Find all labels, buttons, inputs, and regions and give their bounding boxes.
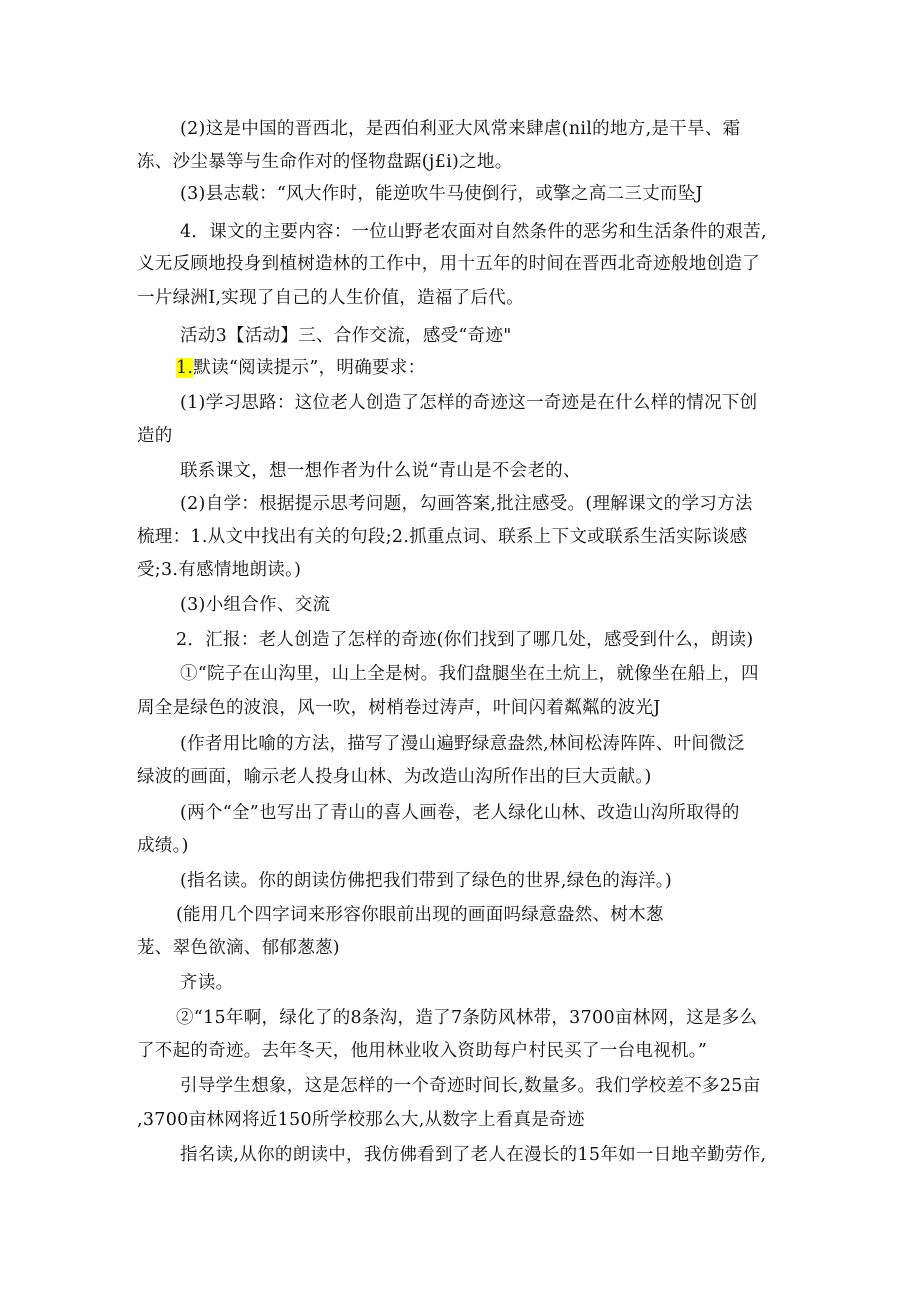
- text-line: ②“15年啊，绿化了的8条沟，造了7条防风林带，3700亩林网，这是多么: [176, 1008, 758, 1028]
- text-line: 指名读,从你的朗读中，我仿佛看到了老人在漫长的15年如一日地辛勤劳作,: [180, 1145, 767, 1165]
- text-line: (指名读。你的朗读仿佛把我们带到了绿色的世界,绿色的海洋。): [180, 871, 672, 891]
- text-line: (2)自学：根据提示思考问题，勾画答案,批注感受。(理解课文的学习方法: [180, 494, 753, 514]
- text-line: 一片绿洲I,实现了自己的人生价值，造福了后代。: [137, 288, 524, 308]
- text-line: 成绩。): [137, 836, 189, 856]
- text-line: (作者用比喻的方法，描写了漫山遍野绿意盎然,林间松涛阵阵、叶间微泛: [180, 734, 745, 754]
- text-line: (能用几个四字词来形容你眼前出现的画面吗绿意盎然、树木葱: [176, 905, 664, 925]
- text-line: (3)小组合作、交流: [180, 595, 331, 615]
- text-line: 造的: [137, 426, 173, 446]
- text-line: 义无反顾地投身到植树造林的工作中，用十五年的时间在晋西北奇迹般地创造了: [137, 254, 760, 274]
- text-line: 周全是绿色的波浪，风一吹，树梢卷过涛声，叶间闪着粼粼的波光J: [137, 698, 661, 718]
- text-line: (两个“全”也写出了青山的喜人画卷，老人绿化山林、改造山沟所取得的: [180, 803, 740, 823]
- text-line: 4．课文的主要内容：一位山野老农面对自然条件的恶劣和生活条件的艰苦,: [180, 222, 767, 242]
- text-line: 2．汇报：老人创造了怎样的奇迹(你们找到了哪几处，感受到什么，朗读): [176, 630, 754, 650]
- text-line: 冻、沙尘暴等与生命作对的怪物盘踞(j£i)之地。: [137, 152, 513, 172]
- numbered-item-line: [176, 356, 425, 380]
- item-text: 默读“阅读提示”，明确要求：: [193, 358, 426, 378]
- text-line: 梳理：1.从文中找出有关的句段;2.抓重点词、联系上下文或联系生活实际谈感: [137, 527, 748, 547]
- text-line: ①“院子在山沟里，山上全是树。我们盘腿坐在土炕上，就像坐在船上，四: [180, 664, 759, 684]
- text-line: 受;3.有感情地朗读。): [137, 560, 302, 580]
- text-line: 茏、翠色欲滴、郁郁葱葱): [137, 938, 340, 958]
- section-heading: 活动3【活动】三、合作交流，感受“奇迹": [180, 326, 512, 346]
- highlighted-number: 1.: [176, 358, 194, 378]
- text-line: (3)县志载：“风大作时，能逆吹牛马使倒行，或擎之高二三丈而坠J: [180, 184, 703, 204]
- text-line: 联系课文，想一想作者为什么说“青山是不会老的、: [180, 461, 581, 481]
- text-line: 齐读。: [180, 973, 234, 993]
- text-line: 引导学生想象，这是怎样的一个奇迹时间长,数量多。我们学校差不多25亩: [180, 1076, 761, 1096]
- text-line: ,3700亩林网将近150所学校那么大,从数字上看真是奇迹: [137, 1110, 585, 1130]
- text-line: (1)学习思路：这位老人创造了怎样的奇迹这一奇迹是在什么样的情况下创: [180, 393, 758, 413]
- text-line: 了不起的奇迹。去年冬天，他用林业收入资助每户村民买了一台电视机。”: [137, 1041, 708, 1061]
- text-line: 绿波的画面，喻示老人投身山林、为改造山沟所作出的巨大贡献。): [137, 767, 652, 787]
- text-line: (2)这是中国的晋西北，是西伯利亚大风常来肆虐(nil的地方,是干旱、霜: [180, 119, 741, 139]
